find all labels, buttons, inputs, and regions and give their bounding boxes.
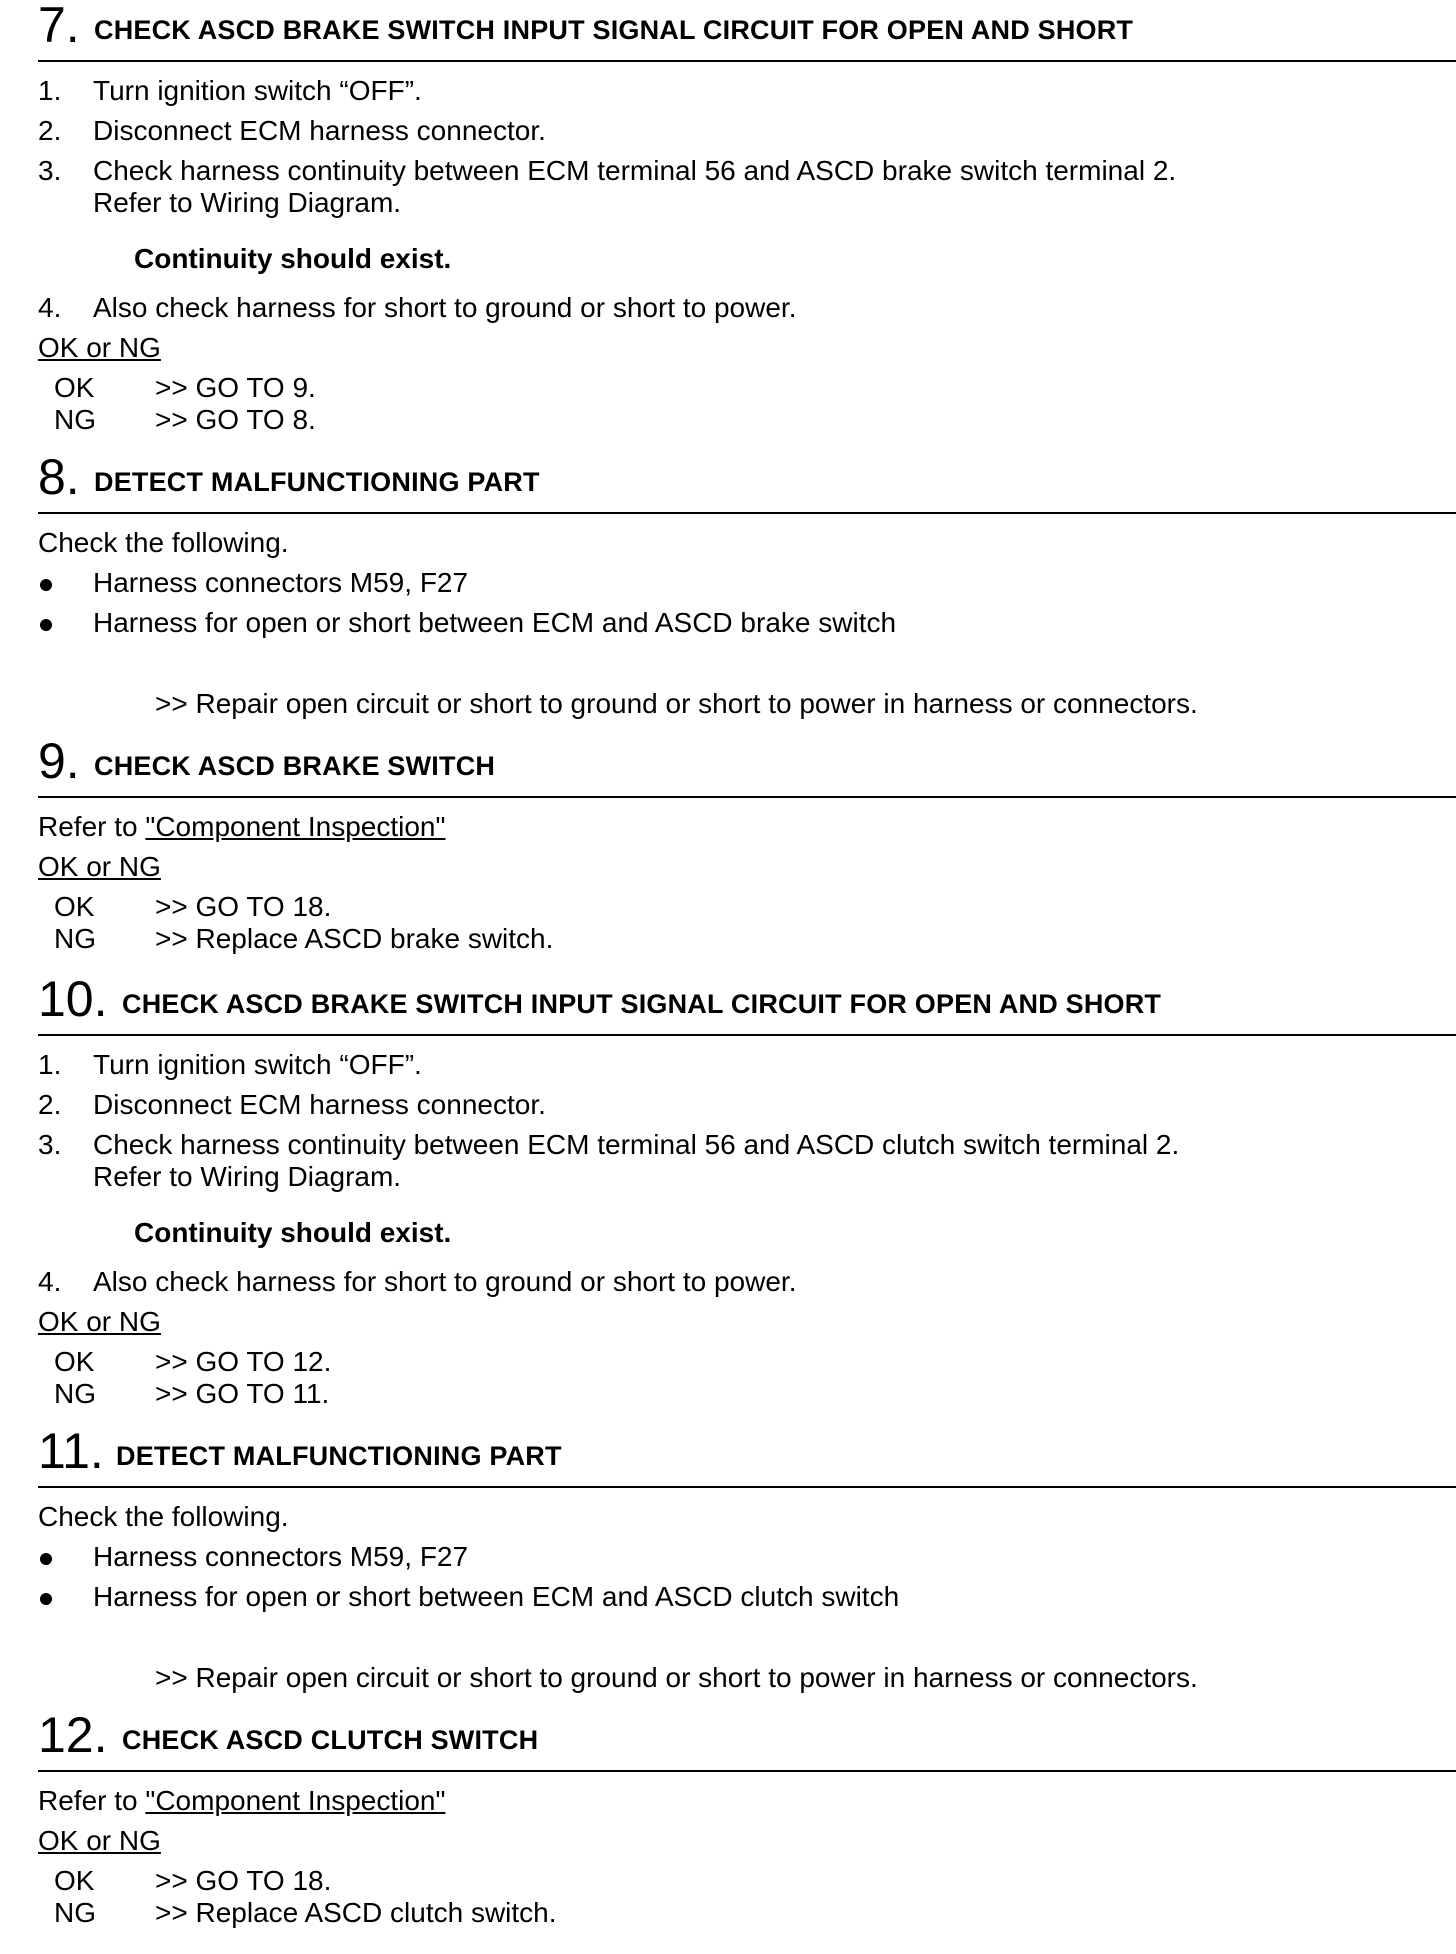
item-text: Disconnect ECM harness connector. [93,1089,546,1120]
spec-note: Continuity should exist. [134,1217,452,1248]
item-text: Disconnect ECM harness connector. [93,115,546,146]
bullet-text: Harness for open or short between ECM and ASCD brake switch [93,607,897,638]
ok-label: OK [54,1346,95,1377]
ok-result: >> GO TO 9. [155,372,316,403]
step-number: 8. [38,449,80,505]
ok-or-ng-label: OK or NG [38,1825,161,1856]
step-number: 7. [38,0,80,53]
bullet-icon [40,579,52,591]
item-text: Check harness continuity between ECM terminal 56 and ASCD brake switch terminal 2. [93,155,1177,186]
ok-label: OK [54,372,95,403]
item-text: Also check harness for short to ground or short to power. [93,1266,797,1297]
intro-text: Check the following. [38,527,289,558]
ok-label: OK [54,1865,95,1896]
item-text: Turn ignition switch “OFF”. [93,75,422,106]
item-number: 2. [38,1089,62,1120]
spec-note: Continuity should exist. [134,243,452,274]
refer-line [38,811,445,843]
bullet-icon [40,619,52,631]
step-header [38,1707,1456,1772]
item-text-continued: Refer to Wiring Diagram. [93,1161,402,1192]
refer-prefix: Refer to [38,1785,146,1816]
bullet-text: Harness connectors M59, F27 [93,567,469,598]
step-number: 9. [38,733,80,789]
ok-result: >> GO TO 18. [155,891,332,922]
item-text: Turn ignition switch “OFF”. [93,1049,422,1080]
step-title: CHECK ASCD CLUTCH SWITCH [122,1725,539,1755]
item-text: Check harness continuity between ECM terminal 56 and ASCD clutch switch terminal 2. [93,1129,1180,1160]
step-header [38,0,1456,62]
bullet-text: Harness for open or short between ECM and ASCD clutch switch [93,1581,900,1612]
item-number: 2. [38,115,62,146]
step-title: CHECK ASCD BRAKE SWITCH INPUT SIGNAL CIRCUIT FOR OPEN AND SHORT [94,15,1134,45]
ok-or-ng-label: OK or NG [38,1306,161,1337]
action-text: >> Repair open circuit or short to ground or short to power in harness or connectors. [155,688,1198,719]
item-number: 4. [38,1266,62,1297]
step-title: DETECT MALFUNCTIONING PART [94,467,540,497]
ok-or-ng-label: OK or NG [38,851,161,882]
step-title: DETECT MALFUNCTIONING PART [116,1441,562,1471]
ok-label: OK [54,891,95,922]
step-header [38,1423,1456,1488]
ng-result: >> Replace ASCD clutch switch. [155,1897,557,1928]
ng-result: >> Replace ASCD brake switch. [155,923,554,954]
bullet-icon [40,1553,52,1565]
item-number: 1. [38,75,62,106]
ng-label: NG [54,923,96,954]
step-header [38,733,1456,798]
bullet-text: Harness connectors M59, F27 [93,1541,469,1572]
item-text: Also check harness for short to ground or short to power. [93,292,797,323]
step-number: 10. [38,971,108,1027]
item-number: 3. [38,155,62,186]
step-number: 12. [38,1707,108,1763]
refer-prefix: Refer to [38,811,146,842]
ng-result: >> GO TO 8. [155,404,316,435]
step-title: CHECK ASCD BRAKE SWITCH [94,751,496,781]
item-number: 3. [38,1129,62,1160]
ng-label: NG [54,1897,96,1928]
bullet-icon [40,1593,52,1605]
component-inspection-link[interactable]: "Component Inspection" [145,811,446,842]
step-header [38,449,1456,514]
step-number: 11. [38,1423,104,1479]
item-number: 4. [38,292,62,323]
ok-result: >> GO TO 18. [155,1865,332,1896]
component-inspection-link[interactable]: "Component Inspection" [145,1785,446,1816]
refer-line [38,1785,445,1817]
ng-label: NG [54,404,96,435]
step-title: CHECK ASCD BRAKE SWITCH INPUT SIGNAL CIRCUIT FOR OPEN AND SHORT [122,989,1162,1019]
item-number: 1. [38,1049,62,1080]
intro-text: Check the following. [38,1501,289,1532]
action-text: >> Repair open circuit or short to ground or short to power in harness or connectors. [155,1662,1198,1693]
ng-label: NG [54,1378,96,1409]
ok-result: >> GO TO 12. [155,1346,332,1377]
ok-or-ng-label: OK or NG [38,332,161,363]
step-header [38,971,1456,1036]
ng-result: >> GO TO 11. [155,1378,330,1409]
item-text-continued: Refer to Wiring Diagram. [93,187,402,218]
